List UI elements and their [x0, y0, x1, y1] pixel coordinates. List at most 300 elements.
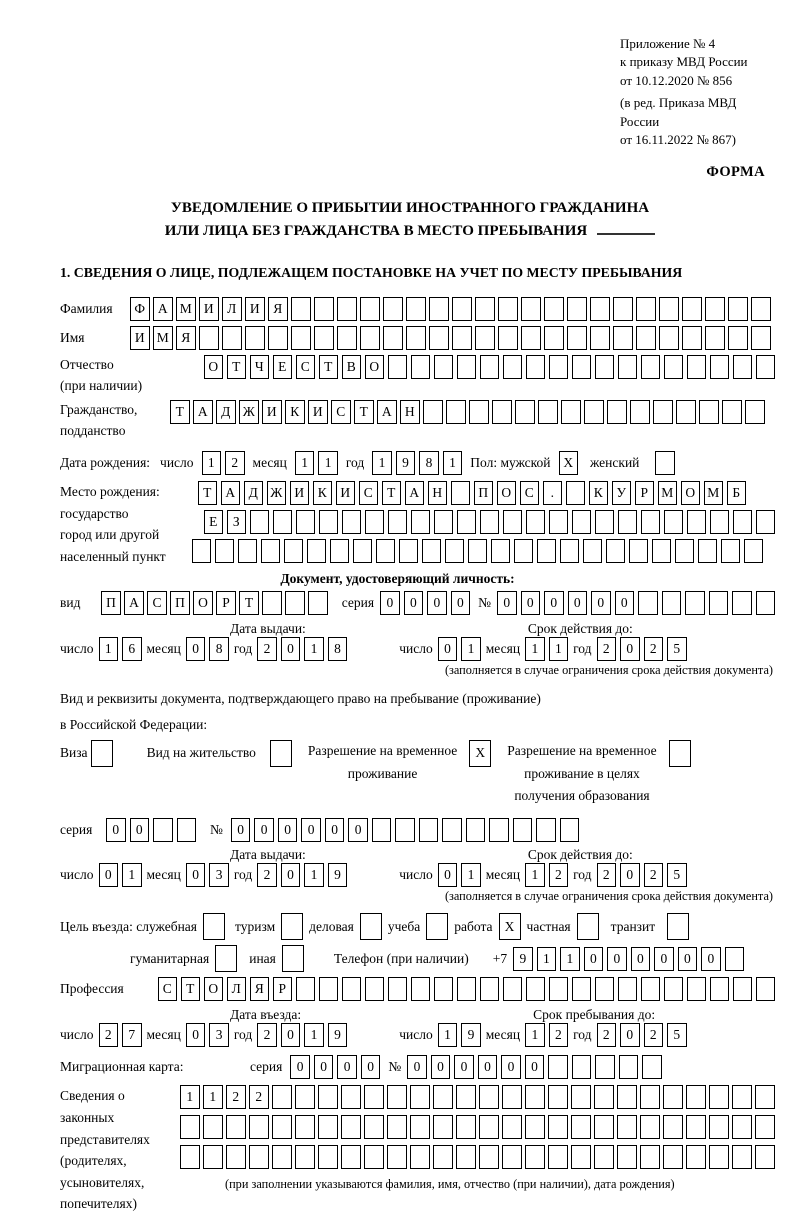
char-cell[interactable]: 9	[328, 1023, 348, 1047]
char-cell[interactable]	[364, 1115, 384, 1139]
char-cell[interactable]	[180, 1115, 200, 1139]
char-cell[interactable]: 1	[537, 947, 557, 971]
char-cell[interactable]	[709, 1145, 729, 1169]
char-cell[interactable]	[360, 913, 382, 940]
char-cell[interactable]: 0	[678, 947, 698, 971]
char-cell[interactable]	[642, 1055, 662, 1079]
char-cell[interactable]: 0	[186, 863, 206, 887]
char-cell[interactable]: А	[124, 591, 144, 615]
char-cell[interactable]: И	[262, 400, 282, 424]
char-cell[interactable]	[262, 591, 282, 615]
char-cell[interactable]: 9	[513, 947, 533, 971]
char-cell[interactable]	[572, 1055, 592, 1079]
char-cell[interactable]	[268, 326, 288, 350]
char-cell[interactable]: А	[193, 400, 213, 424]
char-cell[interactable]	[215, 945, 237, 972]
char-cell[interactable]	[296, 510, 316, 534]
char-cell[interactable]	[687, 510, 707, 534]
char-cell[interactable]: 0	[701, 947, 721, 971]
char-cell[interactable]	[445, 539, 465, 563]
char-cell[interactable]	[291, 297, 311, 321]
char-cell[interactable]	[526, 977, 546, 1001]
char-cell[interactable]	[442, 818, 462, 842]
char-cell[interactable]	[330, 539, 350, 563]
char-cell[interactable]	[755, 1115, 775, 1139]
char-cell[interactable]	[456, 1145, 476, 1169]
char-cell[interactable]: 0	[301, 818, 321, 842]
char-cell[interactable]	[492, 400, 512, 424]
char-cell[interactable]: П	[101, 591, 121, 615]
char-cell[interactable]	[411, 977, 431, 1001]
char-cell[interactable]	[709, 1115, 729, 1139]
char-cell[interactable]	[686, 1085, 706, 1109]
char-cell[interactable]	[514, 539, 534, 563]
char-cell[interactable]: 0	[254, 818, 274, 842]
char-cell[interactable]	[199, 326, 219, 350]
char-cell[interactable]	[577, 913, 599, 940]
char-cell[interactable]: О	[681, 481, 701, 505]
char-cell[interactable]	[411, 355, 431, 379]
char-cell[interactable]: Ф	[130, 297, 150, 321]
char-cell[interactable]: 0	[348, 818, 368, 842]
char-cell[interactable]	[272, 1115, 292, 1139]
char-cell[interactable]	[756, 355, 776, 379]
char-cell[interactable]	[203, 1115, 223, 1139]
char-cell[interactable]	[617, 1115, 637, 1139]
char-cell[interactable]: 5	[667, 1023, 687, 1047]
char-cell[interactable]	[613, 297, 633, 321]
char-cell[interactable]	[663, 1115, 683, 1139]
char-cell[interactable]: 0	[607, 947, 627, 971]
char-cell[interactable]	[751, 297, 771, 321]
char-cell[interactable]	[572, 977, 592, 1001]
char-cell[interactable]	[388, 355, 408, 379]
char-cell[interactable]: 0	[478, 1055, 498, 1079]
char-cell[interactable]	[433, 1085, 453, 1109]
char-cell[interactable]	[560, 539, 580, 563]
char-cell[interactable]: 0	[521, 591, 541, 615]
char-cell[interactable]	[270, 740, 292, 767]
char-cell[interactable]	[503, 977, 523, 1001]
char-cell[interactable]	[728, 297, 748, 321]
char-cell[interactable]	[291, 326, 311, 350]
char-cell[interactable]: 1	[525, 863, 545, 887]
char-cell[interactable]: 0	[501, 1055, 521, 1079]
char-cell[interactable]	[636, 297, 656, 321]
char-cell[interactable]: Е	[204, 510, 224, 534]
char-cell[interactable]	[525, 1115, 545, 1139]
char-cell[interactable]	[503, 355, 523, 379]
char-cell[interactable]	[342, 510, 362, 534]
char-cell[interactable]	[226, 1145, 246, 1169]
char-cell[interactable]: 0	[620, 863, 640, 887]
char-cell[interactable]	[549, 510, 569, 534]
char-cell[interactable]	[732, 1115, 752, 1139]
char-cell[interactable]: Т	[198, 481, 218, 505]
char-cell[interactable]	[273, 510, 293, 534]
char-cell[interactable]: А	[221, 481, 241, 505]
char-cell[interactable]: 7	[122, 1023, 142, 1047]
char-cell[interactable]	[365, 977, 385, 1001]
char-cell[interactable]	[682, 326, 702, 350]
char-cell[interactable]	[641, 355, 661, 379]
char-cell[interactable]: 0	[631, 947, 651, 971]
char-cell[interactable]	[710, 977, 730, 1001]
char-cell[interactable]: 0	[615, 591, 635, 615]
char-cell[interactable]: 3	[209, 863, 229, 887]
char-cell[interactable]	[630, 400, 650, 424]
char-cell[interactable]	[732, 591, 752, 615]
char-cell[interactable]: 1	[304, 1023, 324, 1047]
char-cell[interactable]	[756, 510, 776, 534]
char-cell[interactable]	[503, 510, 523, 534]
char-cell[interactable]: В	[342, 355, 362, 379]
char-cell[interactable]: 5	[667, 863, 687, 887]
char-cell[interactable]	[203, 913, 225, 940]
char-cell[interactable]	[457, 510, 477, 534]
char-cell[interactable]: И	[336, 481, 356, 505]
char-cell[interactable]: 0	[130, 818, 150, 842]
char-cell[interactable]: 2	[597, 1023, 617, 1047]
char-cell[interactable]	[513, 818, 533, 842]
char-cell[interactable]	[203, 1145, 223, 1169]
char-cell[interactable]: 0	[99, 863, 119, 887]
char-cell[interactable]	[284, 539, 304, 563]
char-cell[interactable]: 2	[644, 863, 664, 887]
char-cell[interactable]	[226, 1115, 246, 1139]
char-cell[interactable]	[756, 591, 776, 615]
char-cell[interactable]: 0	[337, 1055, 357, 1079]
char-cell[interactable]	[423, 400, 443, 424]
char-cell[interactable]	[561, 400, 581, 424]
char-cell[interactable]	[595, 977, 615, 1001]
char-cell[interactable]	[571, 1085, 591, 1109]
char-cell[interactable]: И	[308, 400, 328, 424]
char-cell[interactable]	[669, 740, 691, 767]
char-cell[interactable]: 0	[281, 637, 301, 661]
char-cell[interactable]	[91, 740, 113, 767]
char-cell[interactable]: С	[296, 355, 316, 379]
char-cell[interactable]	[667, 913, 689, 940]
char-cell[interactable]	[372, 818, 392, 842]
char-cell[interactable]: С	[520, 481, 540, 505]
char-cell[interactable]	[429, 297, 449, 321]
char-cell[interactable]	[687, 355, 707, 379]
char-cell[interactable]	[664, 977, 684, 1001]
char-cell[interactable]	[281, 913, 303, 940]
char-cell[interactable]	[732, 1085, 752, 1109]
char-cell[interactable]: 0	[438, 637, 458, 661]
char-cell[interactable]: 9	[328, 863, 348, 887]
char-cell[interactable]: X	[469, 740, 491, 767]
char-cell[interactable]	[451, 481, 471, 505]
char-cell[interactable]	[411, 510, 431, 534]
char-cell[interactable]: 0	[314, 1055, 334, 1079]
char-cell[interactable]	[538, 400, 558, 424]
char-cell[interactable]: 0	[654, 947, 674, 971]
char-cell[interactable]	[489, 818, 509, 842]
char-cell[interactable]: 9	[396, 451, 416, 475]
char-cell[interactable]: 2	[644, 637, 664, 661]
char-cell[interactable]	[319, 977, 339, 1001]
char-cell[interactable]	[456, 1115, 476, 1139]
char-cell[interactable]	[560, 818, 580, 842]
char-cell[interactable]	[572, 355, 592, 379]
char-cell[interactable]	[337, 297, 357, 321]
char-cell[interactable]: Р	[635, 481, 655, 505]
char-cell[interactable]: 8	[328, 637, 348, 661]
char-cell[interactable]: 0	[620, 637, 640, 661]
char-cell[interactable]: 0	[186, 1023, 206, 1047]
char-cell[interactable]: М	[153, 326, 173, 350]
char-cell[interactable]: Н	[400, 400, 420, 424]
char-cell[interactable]	[282, 945, 304, 972]
char-cell[interactable]: Ч	[250, 355, 270, 379]
char-cell[interactable]	[618, 510, 638, 534]
char-cell[interactable]: 0	[407, 1055, 427, 1079]
char-cell[interactable]: Я	[250, 977, 270, 1001]
char-cell[interactable]	[686, 1115, 706, 1139]
char-cell[interactable]	[365, 510, 385, 534]
char-cell[interactable]	[595, 510, 615, 534]
char-cell[interactable]	[452, 297, 472, 321]
char-cell[interactable]	[434, 355, 454, 379]
char-cell[interactable]	[636, 326, 656, 350]
char-cell[interactable]	[676, 400, 696, 424]
char-cell[interactable]: С	[331, 400, 351, 424]
char-cell[interactable]	[502, 1145, 522, 1169]
char-cell[interactable]	[272, 1145, 292, 1169]
char-cell[interactable]	[433, 1115, 453, 1139]
char-cell[interactable]: Т	[227, 355, 247, 379]
char-cell[interactable]: Т	[181, 977, 201, 1001]
char-cell[interactable]	[387, 1085, 407, 1109]
char-cell[interactable]	[422, 539, 442, 563]
char-cell[interactable]: 1	[443, 451, 463, 475]
char-cell[interactable]	[685, 591, 705, 615]
char-cell[interactable]: Н	[428, 481, 448, 505]
char-cell[interactable]: Т	[382, 481, 402, 505]
char-cell[interactable]: 0	[186, 637, 206, 661]
char-cell[interactable]	[682, 297, 702, 321]
char-cell[interactable]	[709, 591, 729, 615]
char-cell[interactable]	[318, 1145, 338, 1169]
char-cell[interactable]	[502, 1115, 522, 1139]
char-cell[interactable]: 2	[99, 1023, 119, 1047]
char-cell[interactable]: 1	[461, 863, 481, 887]
char-cell[interactable]: 2	[257, 863, 277, 887]
char-cell[interactable]: 0	[290, 1055, 310, 1079]
char-cell[interactable]: И	[245, 297, 265, 321]
char-cell[interactable]	[725, 947, 745, 971]
char-cell[interactable]: 0	[106, 818, 126, 842]
char-cell[interactable]: 1	[438, 1023, 458, 1047]
char-cell[interactable]	[341, 1145, 361, 1169]
char-cell[interactable]: 0	[620, 1023, 640, 1047]
char-cell[interactable]: X	[559, 451, 579, 475]
char-cell[interactable]: 1	[560, 947, 580, 971]
char-cell[interactable]	[699, 400, 719, 424]
char-cell[interactable]: А	[377, 400, 397, 424]
char-cell[interactable]	[664, 355, 684, 379]
char-cell[interactable]	[751, 326, 771, 350]
char-cell[interactable]: 1	[372, 451, 392, 475]
char-cell[interactable]: 5	[667, 637, 687, 661]
char-cell[interactable]	[498, 326, 518, 350]
char-cell[interactable]	[177, 818, 197, 842]
char-cell[interactable]	[745, 400, 765, 424]
char-cell[interactable]: 1	[525, 1023, 545, 1047]
char-cell[interactable]	[640, 1085, 660, 1109]
char-cell[interactable]	[594, 1145, 614, 1169]
char-cell[interactable]	[641, 510, 661, 534]
char-cell[interactable]: Р	[216, 591, 236, 615]
char-cell[interactable]	[571, 1145, 591, 1169]
char-cell[interactable]: 0	[544, 591, 564, 615]
char-cell[interactable]: 1	[180, 1085, 200, 1109]
char-cell[interactable]	[399, 539, 419, 563]
char-cell[interactable]: М	[658, 481, 678, 505]
char-cell[interactable]	[285, 591, 305, 615]
char-cell[interactable]	[756, 977, 776, 1001]
char-cell[interactable]	[521, 297, 541, 321]
char-cell[interactable]	[341, 1085, 361, 1109]
char-cell[interactable]: О	[204, 977, 224, 1001]
char-cell[interactable]: 8	[209, 637, 229, 661]
char-cell[interactable]	[319, 510, 339, 534]
char-cell[interactable]	[595, 1055, 615, 1079]
char-cell[interactable]: 0	[281, 863, 301, 887]
char-cell[interactable]: Т	[170, 400, 190, 424]
char-cell[interactable]	[452, 326, 472, 350]
char-cell[interactable]	[744, 539, 764, 563]
char-cell[interactable]	[537, 539, 557, 563]
char-cell[interactable]: 8	[419, 451, 439, 475]
char-cell[interactable]	[638, 591, 658, 615]
char-cell[interactable]	[153, 818, 173, 842]
char-cell[interactable]	[583, 539, 603, 563]
char-cell[interactable]	[705, 297, 725, 321]
char-cell[interactable]	[515, 400, 535, 424]
char-cell[interactable]	[383, 326, 403, 350]
char-cell[interactable]: О	[204, 355, 224, 379]
char-cell[interactable]	[640, 1115, 660, 1139]
char-cell[interactable]	[480, 510, 500, 534]
char-cell[interactable]	[675, 539, 695, 563]
char-cell[interactable]	[571, 1115, 591, 1139]
char-cell[interactable]	[548, 1115, 568, 1139]
char-cell[interactable]: К	[285, 400, 305, 424]
char-cell[interactable]: 0	[568, 591, 588, 615]
char-cell[interactable]	[457, 355, 477, 379]
char-cell[interactable]: 0	[431, 1055, 451, 1079]
char-cell[interactable]	[475, 297, 495, 321]
char-cell[interactable]: 2	[597, 637, 617, 661]
char-cell[interactable]	[536, 818, 556, 842]
char-cell[interactable]	[617, 1085, 637, 1109]
char-cell[interactable]: И	[130, 326, 150, 350]
char-cell[interactable]	[419, 818, 439, 842]
char-cell[interactable]	[662, 591, 682, 615]
char-cell[interactable]	[655, 451, 675, 475]
char-cell[interactable]: 2	[257, 637, 277, 661]
char-cell[interactable]: З	[227, 510, 247, 534]
char-cell[interactable]: С	[359, 481, 379, 505]
char-cell[interactable]	[429, 326, 449, 350]
char-cell[interactable]	[549, 977, 569, 1001]
char-cell[interactable]	[296, 977, 316, 1001]
char-cell[interactable]	[295, 1085, 315, 1109]
char-cell[interactable]	[659, 297, 679, 321]
char-cell[interactable]	[548, 1085, 568, 1109]
char-cell[interactable]	[491, 539, 511, 563]
char-cell[interactable]: 1	[122, 863, 142, 887]
char-cell[interactable]	[457, 977, 477, 1001]
char-cell[interactable]	[387, 1145, 407, 1169]
char-cell[interactable]	[733, 355, 753, 379]
char-cell[interactable]: 0	[404, 591, 424, 615]
char-cell[interactable]: 0	[427, 591, 447, 615]
char-cell[interactable]	[215, 539, 235, 563]
char-cell[interactable]: 3	[209, 1023, 229, 1047]
char-cell[interactable]	[250, 510, 270, 534]
char-cell[interactable]: 0	[525, 1055, 545, 1079]
char-cell[interactable]: 2	[249, 1085, 269, 1109]
char-cell[interactable]	[245, 326, 265, 350]
char-cell[interactable]	[664, 510, 684, 534]
char-cell[interactable]: 0	[591, 591, 611, 615]
char-cell[interactable]: М	[176, 297, 196, 321]
char-cell[interactable]	[548, 1145, 568, 1169]
char-cell[interactable]	[755, 1145, 775, 1169]
char-cell[interactable]	[498, 297, 518, 321]
char-cell[interactable]	[653, 400, 673, 424]
char-cell[interactable]	[733, 977, 753, 1001]
char-cell[interactable]	[308, 591, 328, 615]
char-cell[interactable]	[659, 326, 679, 350]
char-cell[interactable]: П	[474, 481, 494, 505]
char-cell[interactable]	[364, 1145, 384, 1169]
char-cell[interactable]: 1	[549, 637, 569, 661]
char-cell[interactable]	[249, 1145, 269, 1169]
char-cell[interactable]: М	[704, 481, 724, 505]
char-cell[interactable]: О	[193, 591, 213, 615]
char-cell[interactable]	[733, 510, 753, 534]
char-cell[interactable]: Т	[354, 400, 374, 424]
char-cell[interactable]	[456, 1085, 476, 1109]
char-cell[interactable]: .	[543, 481, 563, 505]
char-cell[interactable]	[307, 539, 327, 563]
char-cell[interactable]	[709, 1085, 729, 1109]
char-cell[interactable]	[686, 1145, 706, 1169]
char-cell[interactable]: О	[365, 355, 385, 379]
char-cell[interactable]	[652, 539, 672, 563]
char-cell[interactable]	[295, 1115, 315, 1139]
char-cell[interactable]	[353, 539, 373, 563]
char-cell[interactable]	[595, 355, 615, 379]
char-cell[interactable]	[480, 977, 500, 1001]
char-cell[interactable]	[192, 539, 212, 563]
char-cell[interactable]	[567, 297, 587, 321]
char-cell[interactable]	[314, 326, 334, 350]
char-cell[interactable]: 2	[226, 1085, 246, 1109]
char-cell[interactable]: 0	[281, 1023, 301, 1047]
char-cell[interactable]	[502, 1085, 522, 1109]
char-cell[interactable]: 0	[361, 1055, 381, 1079]
char-cell[interactable]	[318, 1085, 338, 1109]
char-cell[interactable]: П	[170, 591, 190, 615]
char-cell[interactable]	[663, 1145, 683, 1169]
